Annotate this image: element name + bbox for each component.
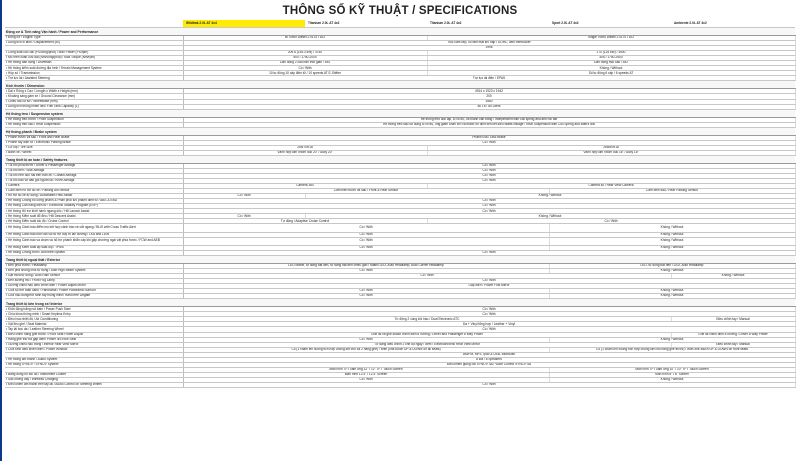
spec-value: Vành hợp kim nhôm đúc 18" / Alloy 18" [427, 150, 795, 155]
spec-value: 10 tự động 10 cấp điện tử / 10 speeds AT E-Shifter [183, 71, 427, 76]
spec-label: • Hệ thống Chống bó cứng phanh & Phân phối lực phanh điện tử / ABS & EBD [5, 199, 183, 204]
spec-label: • Đèn pha chống chói tự động / Auto High Beam System [5, 269, 183, 274]
spec-value: Bi Turbo Diesel 2.0L i4 TDCi [183, 36, 427, 41]
spec-label: • Hệ thống Cân bằng điện tử / Electronic Stability Program (ESP) [5, 204, 183, 209]
spec-value: Dẫn động một cầu / 4x2 [427, 61, 795, 66]
spec-value: AM/FM, MP3, Ipod & USB, Bluetooth [183, 352, 795, 357]
spec-label: • Cửa sổ trời toàn cảnh / Panorama / Power Panorama Sunroof [5, 289, 183, 294]
spec-value: Single Turbo Diesel 2.0L i4 TDCi [427, 36, 795, 41]
spec-value: Số tự động 6 cấp / 6 speeds AT [427, 71, 795, 76]
spec-label: • Đèn phía trước / Headlamp [5, 263, 183, 268]
spec-value: Không / Without [671, 274, 795, 279]
variant-header-titanium-a: Titanium 2.0L AT 4x2 [305, 20, 427, 28]
spec-value: Không / Without [549, 377, 795, 382]
spec-label: • Gạt mưa tự động / Auto Rain Sensor [5, 274, 183, 279]
spec-value: Có / With [183, 140, 795, 145]
spec-value: Có / With [183, 377, 549, 382]
spec-label: • Hỗ trợ đỗ xe tự động / Automated Park Assist [5, 194, 183, 199]
spec-value: 255/70R18 [183, 145, 427, 150]
spec-value: Có / With [183, 194, 305, 199]
spec-label: • Hệ thống dẫn động / Drivetrain [5, 61, 183, 66]
spec-label: • Vật liệu ghế / Seat Material [5, 322, 183, 327]
spec-label: • Dài x Rộng x Cao / Length x Width x Height (mm) [5, 89, 183, 94]
spec-value: 170 (125 kW) / 3500 [427, 51, 795, 56]
spec-value: 265/60R18 [427, 145, 795, 150]
spec-value: LED Matrix, tự động bật đèn, tự động bật đèn chiếu gần / Matrix LED, Auto Headlamp, Auto Corner Headlamp [183, 263, 549, 268]
spec-value: Tự động điều chỉnh 2 chế độ ngày / đêm / Electrochromic Rear View Mirror [183, 342, 671, 347]
spec-label: • Khởi động bằng nút bấm / Power Push Start [5, 307, 183, 312]
spec-value: 500 / 1750-2000 [183, 56, 427, 61]
spec-value: Có / With [183, 269, 549, 274]
spec-label: • Khoảng sáng gầm xe / Ground Clearance (mm) [5, 94, 183, 99]
section-heading: Hệ thống treo / Suspension system [5, 109, 795, 117]
spec-label: • Công suất cực đại (PS/vòng/phút) / Max Power (PS/rpm) [5, 51, 183, 56]
spec-label: • Cửa kính điều khiển điện / Power Window [5, 347, 183, 352]
spec-value: 80 Lít / 80 Liters [183, 104, 795, 109]
spec-value: Có / With [183, 245, 549, 250]
spec-label: • Phanh trước và sau / Front and Rear Brake [5, 135, 183, 140]
spec-value: Camera 360 [183, 184, 427, 189]
section-heading: Trang thiết bị an toàn / Safety features [5, 155, 795, 163]
spec-value: Camera lùi / Rear View Camera [427, 184, 795, 189]
spec-value: 1996 [183, 46, 795, 51]
spec-label: • Động cơ / Engine Type [5, 36, 183, 41]
spec-value: Cảm biến trước và sau / Front & Rear Sensor [183, 189, 549, 194]
section-heading: Động cơ & Tính năng Vận hành / Power and Performance [5, 28, 795, 36]
spec-value: Không / Without [305, 214, 795, 219]
spec-label: • Camera [5, 184, 183, 189]
spec-label: • Cảm biến hỗ trợ đỗ xe / Parking Aid Sensor [5, 189, 183, 194]
spec-label: • Hệ thống âm thanh / Audio System [5, 357, 183, 362]
spec-label: • Túi khí rèm dọc hai bên trần xe / Curtain Airbags [5, 173, 183, 178]
spec-label: • Mô men xoắn cực đại (Nm/vòng/phút) / Max Torque (Nm/rpm) [5, 56, 183, 61]
spec-value: Điều chỉnh tay / Manual [671, 317, 795, 322]
page-title: THÔNG SỐ KỸ THUẬT / SPECIFICATIONS [282, 5, 518, 17]
spec-label: • Dung tích thùng nhiên liệu/ Fuel Tank Capacity (L) [5, 104, 183, 109]
spec-value: Có / With [183, 279, 795, 284]
spec-label: • Gương chiếu hậu trong / Interior Rear View Mirror [5, 342, 183, 347]
spec-value: Điều chỉnh tay / Manual [671, 342, 795, 347]
spec-row [5, 224, 795, 232]
spec-value: Có / With [427, 219, 795, 224]
spec-value: Có / With [183, 312, 795, 317]
spec-label: • Tay lái bọc da / Leather Steering Wheel [5, 327, 183, 332]
header-blank [5, 20, 183, 28]
section-heading: Kích thước / Dimension [5, 81, 795, 89]
spec-value: Tự động / Adaptive Cruise Control [183, 219, 427, 224]
spec-value: Có / With [183, 327, 795, 332]
spec-label: • Điều hoà nhiệt độ / Air Conditioning [5, 317, 183, 322]
spec-label: • Phanh tay điện tử / Electronic Parking Brake [5, 140, 183, 145]
spec-value: Tự động 2 vùng khí hậu / Dual Electronic ATC [183, 317, 671, 322]
spec-value: Có / With [183, 274, 671, 279]
spec-value: 8 loa / 8 Speakers [183, 357, 795, 362]
spec-value: Màn hình TFT cảm ứng 10" / 10" TFT Touch Screen [549, 367, 795, 372]
spec-label: • Dung tích xi lanh / Displacement (cc) [5, 41, 183, 46]
spec-value: Có / With [183, 204, 795, 209]
spec-value: Không / Without [549, 237, 795, 245]
spec-value: Có (1 chạm lên xuống tích hợp chống kẹt cho cả 2 hàng ghế) / With (one-touch UP & DOWN on all seats) [183, 347, 549, 352]
spec-value: 4914 x 1923 x 1942 [183, 89, 795, 94]
spec-value: Không / Without [549, 232, 795, 237]
spec-label: • Điều chỉnh hàng ghế trước / Front Seat Power Adjust [5, 332, 183, 337]
variant-header-sport: Sport 2.0L AT 4x2 [549, 20, 671, 28]
section-heading-row [5, 28, 795, 36]
spec-label: • Túi khí bảo vệ đầu gối người lái / Knee Airbags [5, 179, 183, 184]
variant-header-wildtrak: Wildtrak 2.0L AT 4x4 [183, 20, 305, 28]
spec-value: Không / Without [549, 245, 795, 250]
spec-value: Có / With [183, 289, 549, 294]
spec-value: Không / Without [427, 66, 795, 71]
variant-header-row [5, 20, 795, 28]
spec-value: Có / With [183, 179, 795, 184]
spec-value: Ghế lái và ghế khách chỉnh điện 8 hướng / Driver and Passenger 8 Way Power [183, 332, 671, 337]
spec-value: 209.6 (154.3 kW) / 3750 [183, 51, 427, 56]
spec-value: Da + Vinyl tổng hợp / Leather + Vinyl [183, 322, 795, 327]
spec-label: • Hàng ghế thứ ba gập điện/ Power 3rd Row Seat [5, 337, 183, 342]
spec-label: • Bánh xe / Wheel [5, 150, 183, 155]
spec-label: • Cửa hậu đóng/mở rảnh tay thông minh/ Hand free Liftgate [5, 294, 183, 299]
section-heading-row [5, 299, 795, 307]
spec-label: • Hệ thống Cảnh báo lệch làn và hỗ trợ duy trì làn đường / LKA and LDW [5, 232, 183, 237]
spec-value: Không / Without [549, 289, 795, 294]
spec-value: Phanh Đĩa / Disc Brake [183, 135, 795, 140]
spec-label: • Hộp số / Transmission [5, 71, 183, 76]
spec-label: • Túi khí phía trước / Driver & Passenger Airbags [5, 163, 183, 168]
section-heading-row [5, 81, 795, 89]
spec-label: • Sạc không dây / Wireless Charging [5, 377, 183, 382]
spec-label: • Hệ thống Kiểm soát áp suất lốp / TPMS [5, 245, 183, 250]
spec-value: Không / Without [549, 294, 795, 299]
section-heading-row [5, 255, 795, 263]
section-heading: Trang thiết bị bên trong xe/ Interior [5, 299, 795, 307]
spec-label: • Hệ thống Kiểm soát tốc độ / Cruise Control [5, 219, 183, 224]
left-edge-bar [0, 0, 2, 461]
spec-label: • Hệ thống Cảnh báo điểm mù kết hợp cảnh báo xe cắt ngang / BLIS with Cross Traffic Alert [5, 224, 183, 232]
spec-value: Màn hình TFT cảm ứng 12" / 12" TFT Touch Screen [183, 367, 549, 372]
spec-label: • Hệ thống treo sau / Rear Suspension [5, 122, 183, 127]
spec-value: Có / With [183, 173, 795, 178]
spec-value: Có / With [183, 250, 795, 255]
spec-value: Màn hình 12.4" / 12.4" Screen [183, 372, 549, 377]
section-heading-row [5, 109, 795, 117]
spec-body [5, 28, 795, 388]
spec-label: • Hệ thống Kiểm soát đổ đèo / Hill Descent Assist [5, 214, 183, 219]
variant-header-titanium-b: Titanium 2.0L AT 4x2 [427, 20, 549, 28]
spec-value: Màn hình 8" / 8" Screen [549, 372, 795, 377]
spec-value: Vành hợp kim nhôm đúc 20" / Alloy 20" [183, 150, 427, 155]
section-heading: Trang thiết bị ngoại thất / Exterior [5, 255, 795, 263]
spec-value: Không / Without [549, 224, 795, 232]
spec-value: Gập điện / Power Fold Mirror [183, 284, 795, 289]
spec-label: • Hệ thống SYNC® / SYNC® System [5, 362, 183, 367]
spec-row [5, 237, 795, 245]
spec-value: Hệ thống treo sau sử dụng lò xo trụ, ống giảm chấn lớn và thanh ổn định liên kết kiểu Watts linkage / Rear Suspension with Coil Spring and Watt's link [183, 122, 795, 127]
spec-value: Có / With [183, 232, 549, 237]
spec-label: • Cỡ lốp / Tire Size [5, 145, 183, 150]
spec-value: Có / With [183, 66, 427, 71]
spec-value: Có / With [183, 163, 795, 168]
spec-label: • Trợ lực lái / Assisted Steering [5, 76, 183, 81]
spec-label: • Hệ thống Chống trộm / Anti theft System [5, 250, 183, 255]
spec-value: Không / Without [549, 269, 795, 274]
spec-value: Có / With [183, 168, 795, 173]
section-heading-row [5, 155, 795, 163]
spec-value: Có / With [183, 224, 549, 232]
spec-label: • Hệ thống Cảnh báo va chạm và hỗ trợ phanh khẩn cấp khi gặp chướng ngại vật phía trước / FCW and AEB [5, 237, 183, 245]
spec-label: • Hệ thống Hỗ trợ khởi hành ngang dốc / Hill Launch Assist [5, 209, 183, 214]
spec-sheet [5, 20, 795, 388]
spec-table [5, 20, 796, 388]
spec-value: Có / With [183, 294, 549, 299]
spec-value: Trục cam kép, có tăm mát khí nạp / DOHC, with Intercooler [183, 41, 795, 46]
section-heading: Hệ thống phanh / Brake system [5, 127, 795, 135]
spec-value: Có / With [183, 209, 795, 214]
spec-label: • Gương chiếu hậu điều chỉnh điện / Power Adjust Mirror [5, 284, 183, 289]
spec-value: Hệ thống treo độc lập, lò xo trụ, và thanh cân bằng / Independent with coil spring and anti roll bar [183, 117, 795, 122]
spec-value: Có / With [183, 337, 549, 342]
spec-value: Có (1 chạm lên xuống tích hợp chống kẹt cho hàng ghế trước) / With one-touch UP & DOWN on front seats [549, 347, 795, 352]
spec-value: Trợ lực lái điện / EPAS [183, 76, 795, 81]
spec-value: Có / With [183, 199, 795, 204]
spec-value: LED, tự động bật đèn / LED, Auto Headlamp [549, 263, 795, 268]
spec-value: Không / Without [549, 337, 795, 342]
section-heading-row [5, 127, 795, 135]
spec-row [5, 383, 795, 388]
spec-value: Có / With [183, 237, 549, 245]
spec-value: Ghế lái chỉnh điện 8 hướng / Driver 8 Way Power [671, 332, 795, 337]
spec-value: 405 / 1750-2500 [427, 56, 795, 61]
spec-value: 3560 [183, 99, 795, 104]
spec-value: Có / With [183, 307, 795, 312]
spec-label: • Bảng đồng hồ tốc độ / Instrument Cluster [5, 372, 183, 377]
spec-value: Không / Without [305, 194, 795, 199]
spec-value: Có / With [183, 214, 305, 219]
spec-label: • Chiều dài cơ sở / Wheelbase (mm) [5, 99, 183, 104]
spec-value: Có / With [183, 383, 795, 388]
spec-label: • Đèn sương mù / Front Fog Lamp [5, 279, 183, 284]
spec-label: • Hệ thống treo trước / Front Suspension [5, 117, 183, 122]
spec-label: • Túi khí bên / Side Airbags [5, 168, 183, 173]
spec-label: • Điều khiển âm thanh trên tay lái / Audio Control on Steering Wheel [5, 383, 183, 388]
spec-label: • Hệ thống kiểm soát đường địa hình / Terrain Management System [5, 66, 183, 71]
spec-value: 200 [183, 94, 795, 99]
spec-value: Dẫn động 2 cầu bán thời gian / 4x4 [183, 61, 427, 66]
variant-header-ambiente: Ambiente 2.0L AT 4x2 [671, 20, 795, 28]
spec-label: • Chìa khóa thông minh / Smart Keyless Entry [5, 312, 183, 317]
spec-value: Điều khiển giọng nói SYNC® 4A / Voice Control SYNC® 4A [183, 362, 795, 367]
spec-value: Cảm biến sau / Rear Parking Sensor [549, 189, 795, 194]
